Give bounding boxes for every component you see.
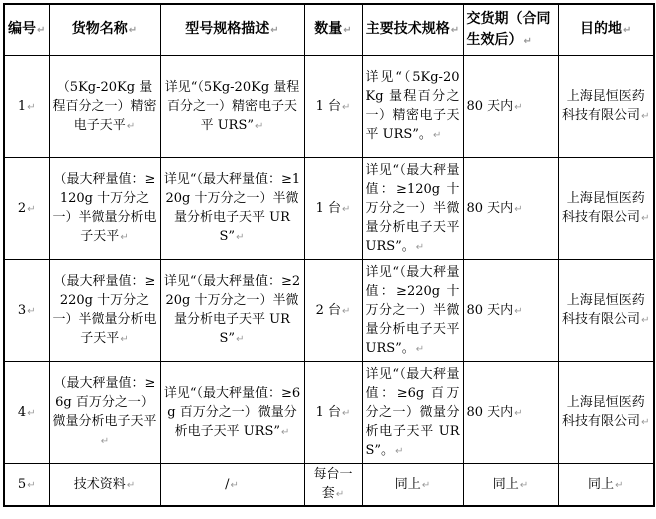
header-spec — [160, 4, 304, 56]
paragraph-mark: ↵ — [126, 479, 136, 491]
header-dest — [558, 4, 654, 56]
delivery-period: 80 天内 — [466, 404, 514, 420]
paragraph-mark: ↵ — [343, 25, 352, 36]
paragraph-mark: ↵ — [523, 35, 532, 47]
cell-tech-spec — [362, 260, 463, 362]
paragraph-mark: ↵ — [415, 343, 425, 355]
cell-delivery — [463, 464, 558, 507]
table-row-2 — [4, 158, 654, 260]
row-number: 4 — [17, 404, 27, 420]
quantity: 2 台 — [315, 302, 341, 318]
paragraph-mark: ↵ — [432, 130, 442, 141]
quantity: 1 台 — [315, 200, 341, 216]
cell-goods-name — [49, 362, 160, 464]
paragraph-mark: ↵ — [128, 25, 138, 36]
header-name — [49, 4, 160, 56]
cell-goods-name — [49, 158, 160, 260]
header-dest-label: 目的地 — [580, 21, 623, 37]
header-tech — [362, 4, 463, 56]
paragraph-mark: ↵ — [514, 305, 523, 317]
goods-name: 技术资料 — [73, 476, 126, 492]
paragraph-mark: ↵ — [27, 479, 36, 491]
quantity: 1 台 — [315, 98, 341, 114]
paragraph-mark: ↵ — [281, 426, 290, 438]
cell-destination — [558, 56, 654, 158]
tech-spec: 详见“（最大秤量值：≥6g 百万分之一）微量分析电子天平 URS”。 — [365, 366, 460, 458]
paragraph-mark: ↵ — [236, 334, 245, 345]
paragraph-mark: ↵ — [100, 436, 110, 447]
cell-model-spec — [160, 362, 304, 464]
table-row-1 — [4, 56, 654, 158]
paragraph-mark: ↵ — [37, 25, 46, 36]
tech-spec: 详见“（最大秤量值：≥120g 十万分之一）半微量分析电子天平 URS”。 — [365, 162, 460, 254]
paragraph-mark: ↵ — [641, 213, 650, 224]
row-number: 5 — [17, 476, 27, 492]
cell-goods-name — [49, 260, 160, 362]
paragraph-mark: ↵ — [342, 101, 351, 113]
cell-tech-spec — [362, 158, 463, 260]
row-number: 2 — [17, 200, 27, 216]
paragraph-mark: ↵ — [230, 479, 239, 491]
cell-no — [4, 464, 49, 507]
goods-spec-table — [3, 3, 655, 507]
cell-quantity — [304, 56, 362, 158]
model-spec: 详见“（5Kg-20Kg 量程百分之一）精密电子天平 URS” — [164, 79, 300, 133]
paragraph-mark: ↵ — [126, 120, 136, 132]
cell-delivery — [463, 158, 558, 260]
row-number: 3 — [17, 302, 27, 318]
destination: 上海昆恒医药科技有限公司 — [562, 191, 645, 225]
cell-tech-spec — [362, 362, 463, 464]
delivery-period: 同上 — [492, 476, 519, 492]
cell-no — [4, 158, 49, 260]
cell-no — [4, 362, 49, 464]
delivery-period: 80 天内 — [466, 98, 514, 114]
cell-model-spec — [160, 158, 304, 260]
cell-tech-spec — [362, 464, 463, 507]
quantity: 每台一套 — [313, 467, 353, 501]
cell-destination — [558, 362, 654, 464]
model-spec: / — [225, 476, 230, 492]
paragraph-mark: ↵ — [514, 101, 523, 113]
paragraph-mark: ↵ — [395, 445, 404, 457]
table-row-3 — [4, 260, 654, 362]
cell-delivery — [463, 362, 558, 464]
paragraph-mark: ↵ — [342, 407, 351, 419]
header-delivery-label: 交货期（合同生效后） — [466, 10, 551, 48]
header-qty-label: 数量 — [314, 21, 343, 37]
model-spec: 详见“（最大秤量值：≥120g 十万分之一）半微量分析电子天平 URS” — [163, 172, 301, 244]
cell-quantity — [304, 464, 362, 507]
cell-model-spec — [160, 464, 304, 507]
header-no — [4, 4, 49, 56]
cell-model-spec — [160, 260, 304, 362]
cell-no — [4, 56, 49, 158]
header-no-label: 编号 — [8, 21, 37, 37]
paragraph-mark: ↵ — [342, 203, 351, 215]
destination: 上海昆恒医药科技有限公司 — [562, 89, 645, 123]
goods-name: （最大秤量值：≥220g 十万分之一）半微量分析电子天平 — [52, 274, 157, 346]
paragraph-mark: ↵ — [27, 101, 36, 113]
paragraph-mark: ↵ — [120, 232, 129, 243]
quantity: 1 台 — [315, 404, 341, 420]
tech-spec: 详见“（5Kg-20Kg 量程百分之一）精密电子天平 URS”。 — [365, 70, 460, 142]
table-row-4 — [4, 362, 654, 464]
destination: 上海昆恒医药科技有限公司 — [562, 293, 645, 327]
paragraph-mark: ↵ — [120, 334, 129, 345]
cell-tech-spec — [362, 56, 463, 158]
paragraph-mark: ↵ — [27, 203, 36, 215]
paragraph-mark: ↵ — [519, 479, 529, 491]
paragraph-mark: ↵ — [514, 407, 523, 419]
paragraph-mark: ↵ — [641, 111, 650, 122]
paragraph-mark: ↵ — [421, 479, 431, 491]
paragraph-mark: ↵ — [27, 407, 36, 419]
paragraph-mark: ↵ — [236, 232, 245, 243]
paragraph-mark: ↵ — [641, 315, 650, 326]
row-number: 1 — [17, 98, 27, 114]
header-qty — [304, 4, 362, 56]
model-spec: 详见“（最大秤量值：≥6g 百万分之一）微量分析电子天平 URS” — [163, 385, 301, 439]
cell-quantity — [304, 362, 362, 464]
cell-delivery — [463, 260, 558, 362]
model-spec: 详见“（最大秤量值：≥220g 十万分之一）半微量分析电子天平 URS” — [163, 274, 301, 346]
cell-destination — [558, 464, 654, 507]
table-row-5 — [4, 464, 654, 507]
paragraph-mark: ↵ — [342, 305, 351, 317]
paragraph-mark: ↵ — [615, 479, 624, 491]
tech-spec: 详见“（最大秤量值：≥220g 十万分之一）半微量分析电子天平 URS”。 — [365, 264, 460, 356]
paragraph-mark: ↵ — [450, 25, 460, 36]
paragraph-mark: ↵ — [255, 120, 264, 132]
goods-name: （最大秤量值：≥6g 百万分之一）微量分析电子天平 — [52, 376, 157, 429]
paragraph-mark: ↵ — [270, 25, 279, 36]
cell-delivery — [463, 56, 558, 158]
cell-goods-name — [49, 464, 160, 507]
paragraph-mark: ↵ — [335, 489, 345, 500]
delivery-period: 80 天内 — [466, 302, 514, 318]
cell-model-spec — [160, 56, 304, 158]
paragraph-mark: ↵ — [514, 203, 523, 215]
header-tech-label: 主要技术规格 — [365, 21, 450, 37]
destination: 同上 — [588, 476, 615, 492]
paragraph-mark: ↵ — [641, 417, 650, 428]
cell-quantity — [304, 158, 362, 260]
header-spec-label: 型号规格描述 — [185, 21, 270, 37]
goods-name: （最大秤量值：≥120g 十万分之一）半微量分析电子天平 — [52, 172, 157, 244]
goods-name: （5Kg-20Kg 量程百分之一）精密电子天平 — [52, 79, 157, 133]
paragraph-mark: ↵ — [415, 241, 425, 253]
cell-destination — [558, 260, 654, 362]
cell-quantity — [304, 260, 362, 362]
header-name-label: 货物名称 — [71, 21, 128, 37]
header-row — [4, 4, 654, 56]
cell-goods-name — [49, 56, 160, 158]
tech-spec: 同上 — [394, 476, 421, 492]
paragraph-mark: ↵ — [623, 25, 632, 36]
header-delivery — [463, 4, 558, 56]
delivery-period: 80 天内 — [466, 200, 514, 216]
paragraph-mark: ↵ — [27, 305, 36, 317]
destination: 上海昆恒医药科技有限公司 — [562, 395, 645, 429]
cell-no — [4, 260, 49, 362]
cell-destination — [558, 158, 654, 260]
